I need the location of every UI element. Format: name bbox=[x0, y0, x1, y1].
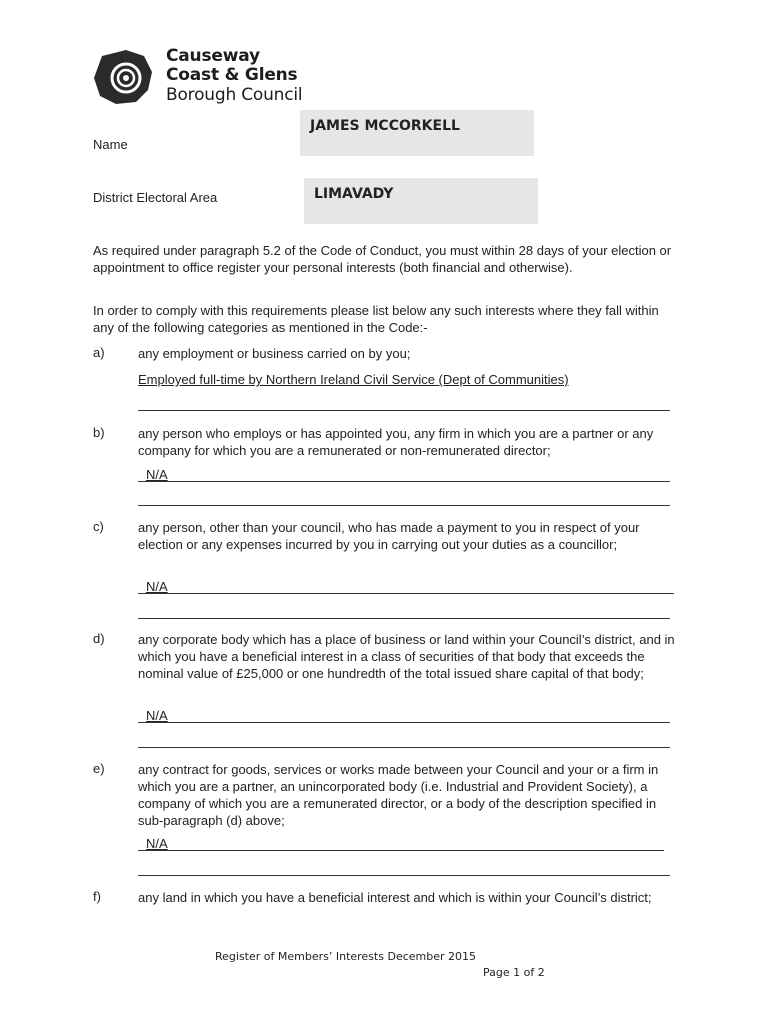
intro-paragraph: As required under paragraph 5.2 of the Code of Conduct, you must within 28 days of your election or appointment to office register your personal interests (both financial and otherwise). bbox=[93, 243, 672, 275]
item-e-answer[interactable]: N/A bbox=[146, 836, 168, 851]
item-c-blank-line[interactable] bbox=[138, 618, 670, 619]
district-area-value: LIMAVADY bbox=[314, 186, 394, 202]
item-d-answer[interactable]: N/A bbox=[146, 708, 168, 723]
page-number: Page 1 of 2 bbox=[483, 966, 545, 979]
logo-line-3: Borough Council bbox=[166, 85, 303, 105]
item-a-text: any employment or business carried on by you; bbox=[138, 346, 411, 361]
district-area-field[interactable] bbox=[304, 178, 538, 224]
footer-title: Register of Members’ Interests December 2015 bbox=[215, 950, 477, 963]
item-a-blank-line[interactable] bbox=[138, 410, 670, 411]
item-e-text: any contract for goods, services or works made between your Council and your or a firm in which you are a partner, an unincorporated body (i.e. Industrial and Provident Society), a company of which you are a remunerated director, or a body of the description specified in sub-paragraph (d) above; bbox=[138, 762, 659, 828]
name-field[interactable] bbox=[300, 110, 534, 156]
item-c-answer[interactable]: N/A bbox=[146, 579, 168, 594]
causeway-emblem-icon bbox=[92, 48, 154, 106]
item-d-text: any corporate body which has a place of business or land within your Council’s district, and in which you have a beneficial interest in a class of securities of that body that exceeds the nominal value of £25,000 or one hundredth of the total issued share capital of that body; bbox=[138, 632, 675, 681]
item-b-answer[interactable]: N/A bbox=[146, 467, 168, 482]
item-c-text: any person, other than your council, who has made a payment to you in respect of your election or any expenses incurred by you in carrying out your duties as a councillor; bbox=[138, 520, 640, 552]
item-d-answer-line[interactable] bbox=[138, 722, 670, 723]
item-c-answer-line[interactable] bbox=[138, 593, 674, 594]
item-f-text: any land in which you have a beneficial interest and which is within your Council’s district; bbox=[138, 890, 652, 905]
name-label: Name bbox=[93, 137, 128, 152]
item-e-marker: e) bbox=[93, 761, 105, 776]
item-d-marker: d) bbox=[93, 631, 105, 646]
logo-line-2: Coast & Glens bbox=[166, 65, 298, 85]
item-b-text: any person who employs or has appointed you, any firm in which you are a partner or any company for which you are a remunerated or non-remunerated director; bbox=[138, 426, 654, 458]
district-area-label: District Electoral Area bbox=[93, 190, 218, 205]
name-value: JAMES MCCORKELL bbox=[310, 118, 460, 134]
item-b-blank-line[interactable] bbox=[138, 505, 670, 506]
item-d-blank-line[interactable] bbox=[138, 747, 670, 748]
item-a-marker: a) bbox=[93, 345, 105, 360]
council-logo bbox=[92, 44, 322, 110]
item-e-blank-line[interactable] bbox=[138, 875, 670, 876]
logo-line-1: Causeway bbox=[166, 46, 260, 66]
item-f-marker: f) bbox=[93, 889, 101, 904]
item-b-answer-line[interactable] bbox=[138, 481, 670, 482]
instruction-paragraph: In order to comply with this requirements please list below any such interests where they fall within any of the following categories as mentioned in the Code:- bbox=[93, 303, 659, 335]
item-b-marker: b) bbox=[93, 425, 105, 440]
item-a-answer[interactable]: Employed full-time by Northern Ireland Civil Service (Dept of Communities) bbox=[138, 372, 569, 387]
item-e-answer-line[interactable] bbox=[138, 850, 664, 851]
item-c-marker: c) bbox=[93, 519, 104, 534]
